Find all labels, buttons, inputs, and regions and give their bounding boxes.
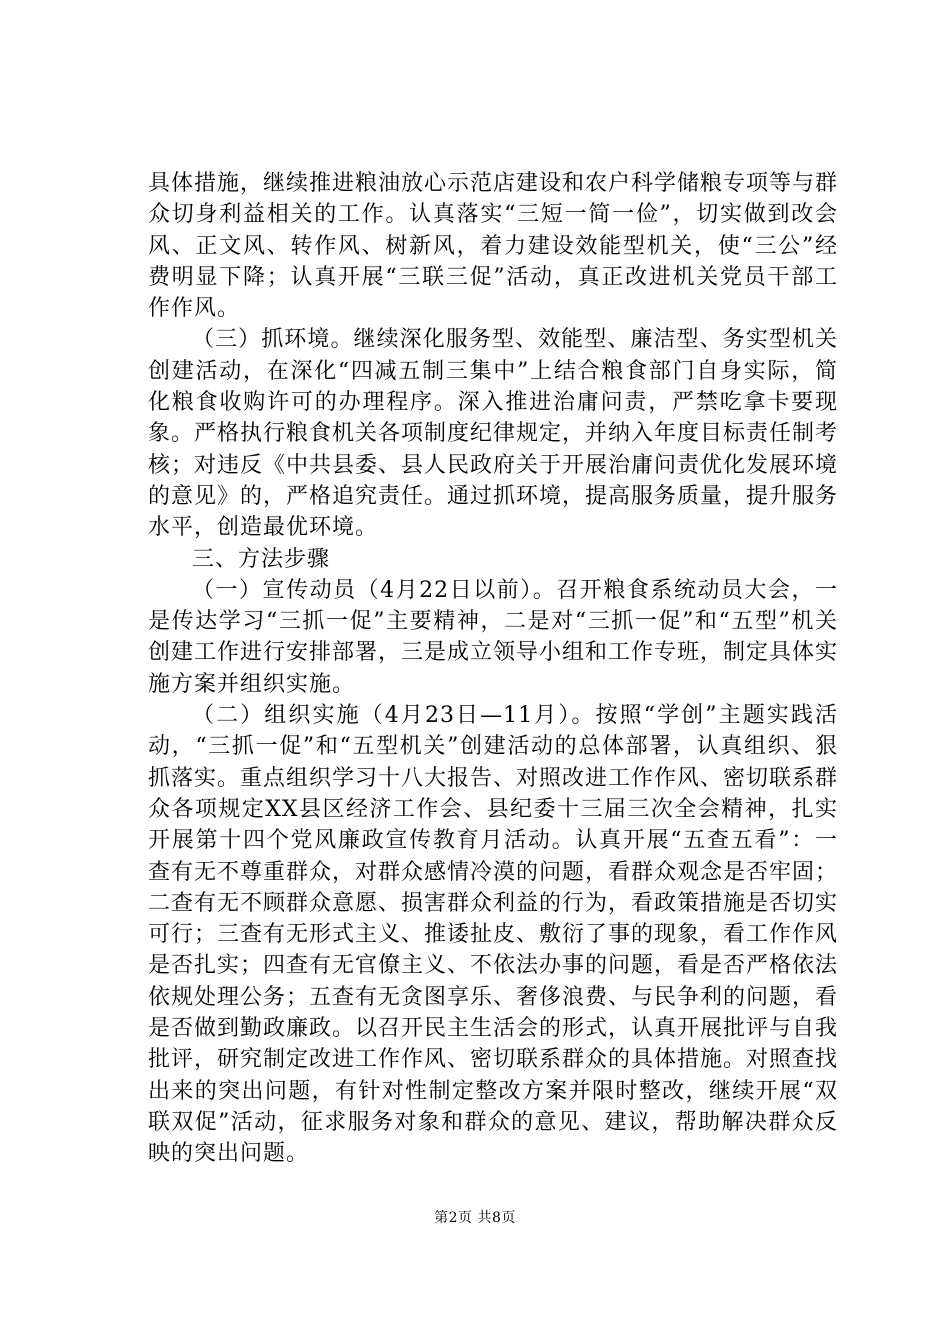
paragraph-continuation: 具体措施，继续推进粮油放心示范店建设和农户科学储粮专项等与群众切身利益相关的工作。认真落实“三短一简一俭”，切实做到改会风、正文风、转作风、树新风，着力建设效能型机关，使“三公”经费明显下降；认真开展“三联三促”活动，真正改进机关党员干部工作作风。	[148, 171, 839, 322]
paragraph-mobilization: （一）宣传动员（4月22日以前）。召开粮食系统动员大会，一是传达学习“三抓一促”主要精神，二是对“三抓一促”和“五型”机关创建工作进行安排部署，三是成立领导小组和工作专班，制定具体实施方案并组织实施。	[148, 577, 839, 697]
page-footer: 第2页 共8页	[434, 1210, 516, 1226]
section-heading-methods: 三、方法步骤	[192, 546, 331, 572]
document-body	[148, 168, 838, 1170]
paragraph-implementation: （二）组织实施（4月23日—11月）。按照“学创”主题实践活动，“三抓一促”和“五型机关”创建活动的总体部署，认真组织、狠抓落实。重点组织学习十八大报告、对照改进工作作风、密切联系群众各项规定XX县区经济工作会、县纪委十三届三次全会精神，扎实开展第十四个党风廉政宣传教育月活动。认真开展“五查五看”：一查有无不尊重群众，对群众感情冷漠的问题，看群众观念是否牢固；二查有无不顾群众意愿、损害群众利益的行为，看政策措施是否切实可行；三查有无形式主义、推诿扯皮、敷衍了事的现象，看工作作风是否扎实；四查有无官僚主义、不依法办事的问题，看是否严格依法依规处理公务；五查有无贪图享乐、奢侈浪费、与民争利的问题，看是否做到勤政廉政。以召开民主生活会的形式，认真开展批评与自我批评，研究制定改进工作作风、密切联系群众的具体措施。对照查找出来的突出问题，有针对性制定整改方案并限时整改，继续开展“双联双促”活动，征求服务对象和群众的意见、建议，帮助解决群众反映的突出问题。	[148, 703, 839, 1167]
paragraph-environment: （三）抓环境。继续深化服务型、效能型、廉洁型、务实型机关创建活动，在深化“四减五制三集中”上结合粮食部门自身实际，简化粮食收购许可的办理程序。深入推进治庸问责，严禁吃拿卡要现象。严格执行粮食机关各项制度纪律规定，并纳入年度目标责任制考核；对违反《中共县委、县人民政府关于开展治庸问责优化发展环境的意见》的，严格追究责任。通过抓环境，提高服务质量，提升服务水平，创造最优环境。	[148, 327, 839, 541]
